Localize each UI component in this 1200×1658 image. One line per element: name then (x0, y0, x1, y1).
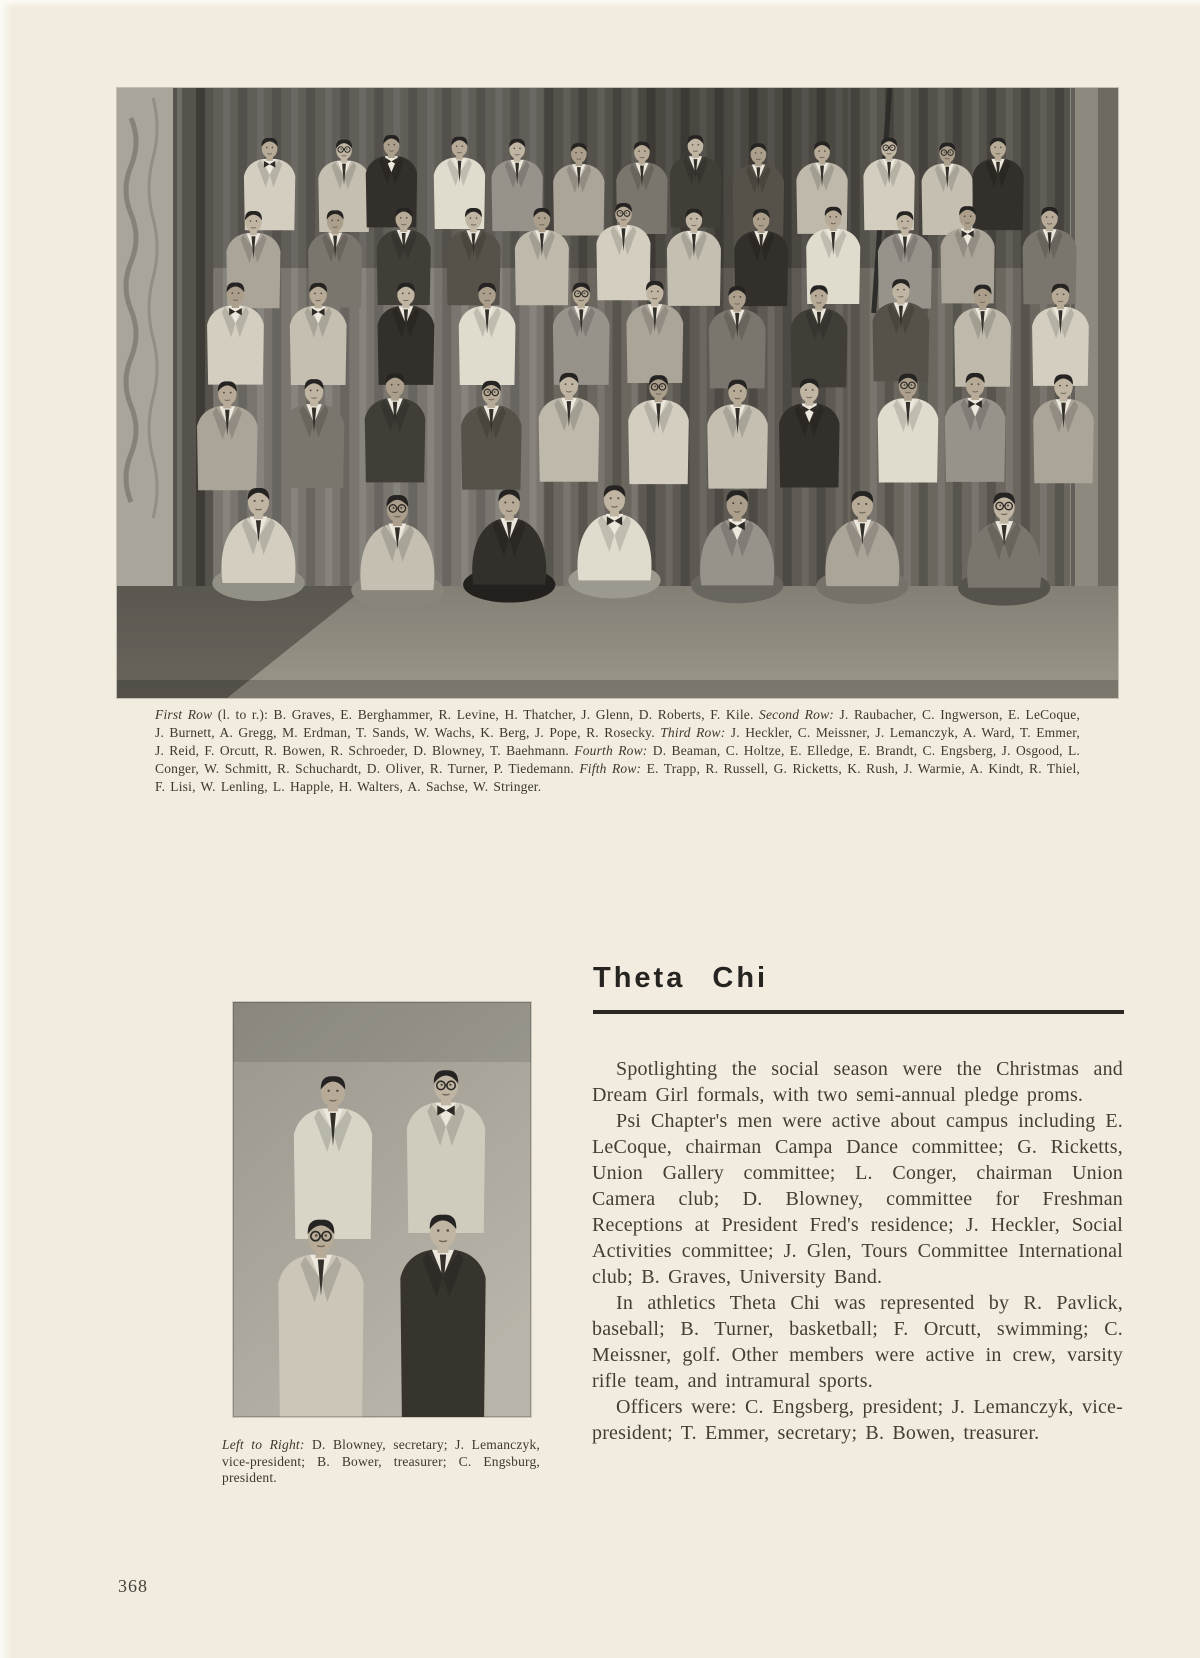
officers-photo-caption (222, 1437, 540, 1487)
officers-photo (233, 1002, 531, 1417)
caption-row-label: Fifth Row: (579, 761, 642, 776)
scan-edge-left (0, 0, 12, 1658)
group-photo (117, 88, 1118, 698)
group-photo-caption (155, 706, 1080, 796)
caption-row-label: Second Row: (759, 707, 834, 722)
scan-edge-top (0, 0, 1200, 8)
caption-row-label: First Row (155, 707, 213, 722)
article-paragraph: Officers were: C. Engsberg, president; J. Lemanczyk, vice-president; T. Emmer, secretary; B. Bowen, treasurer. (592, 1396, 1123, 1444)
chapter-title: Theta Chi (593, 962, 769, 994)
article-paragraph: Spotlighting the social season were the Christmas and Dream Girl formals, with two semi-annual pledge proms. (592, 1058, 1123, 1106)
article-paragraph: In athletics Theta Chi was represented by R. Pavlick, baseball; B. Turner, basketball; F. Orcutt, swimming; C. Meissner, golf. Other members were active in crew, varsity rifle team, and intramural sports. (592, 1292, 1123, 1392)
heading-rule (593, 1010, 1124, 1014)
caption-names: J. Raubacher, C. Ingwerson, E. LeCoque, J. Burnett, A. Gregg, M. Erdman, T. Sands, W. Wachs, K. Berg, J. Pope, R. Rosecky. (155, 707, 1080, 740)
caption-names: D. Blowney, secretary; J. Lemanczyk, vice-president; B. Bower, treasurer; C. Engsburg, president. (222, 1437, 540, 1485)
caption-row-label: Third Row: (660, 725, 726, 740)
caption-names: J. Heckler, C. Meissner, J. Lemanczyk, A. Ward, T. Emmer, J. Reid, F. Orcutt, R. Bowen, R. Schroeder, D. Blowney, T. Baehmann. (155, 725, 1080, 758)
caption-row-label: Left to Right: (222, 1437, 305, 1452)
caption-names: D. Beaman, C. Holtze, E. Elledge, E. Brandt, C. Engsberg, J. Osgood, L. Conger, W. Schmitt, R. Schuchardt, D. Oliver, R. Turner, P. Tiedemann. (155, 743, 1080, 776)
caption-names: (l. to r.): B. Graves, E. Berghammer, R. Levine, H. Thatcher, J. Glenn, D. Roberts, F. Kile. (212, 707, 760, 722)
caption-names: E. Trapp, R. Russell, G. Ricketts, K. Rush, J. Warmie, A. Kindt, R. Thiel, F. Lisi, W. Lenling, L. Happle, H. Walters, A. Sachse, W. Stringer. (155, 761, 1080, 794)
article-text (592, 1056, 1123, 1446)
page-number: 368 (118, 1576, 148, 1596)
article-paragraph: Psi Chapter's men were active about campus including E. LeCoque, chairman Campa Dance committee; G. Ricketts, Union Gallery committee; L. Conger, chairman Union Camera club; D. Blowney, committee for Freshman Receptions at President Fred's residence; J. Heckler, Social Activities committee; J. Glen, Tours Committee International club; B. Graves, University Band. (592, 1110, 1123, 1288)
group-photo-illustration (117, 88, 1118, 698)
caption-row-label: Fourth Row: (574, 743, 648, 758)
officers-photo-illustration (233, 1002, 531, 1417)
